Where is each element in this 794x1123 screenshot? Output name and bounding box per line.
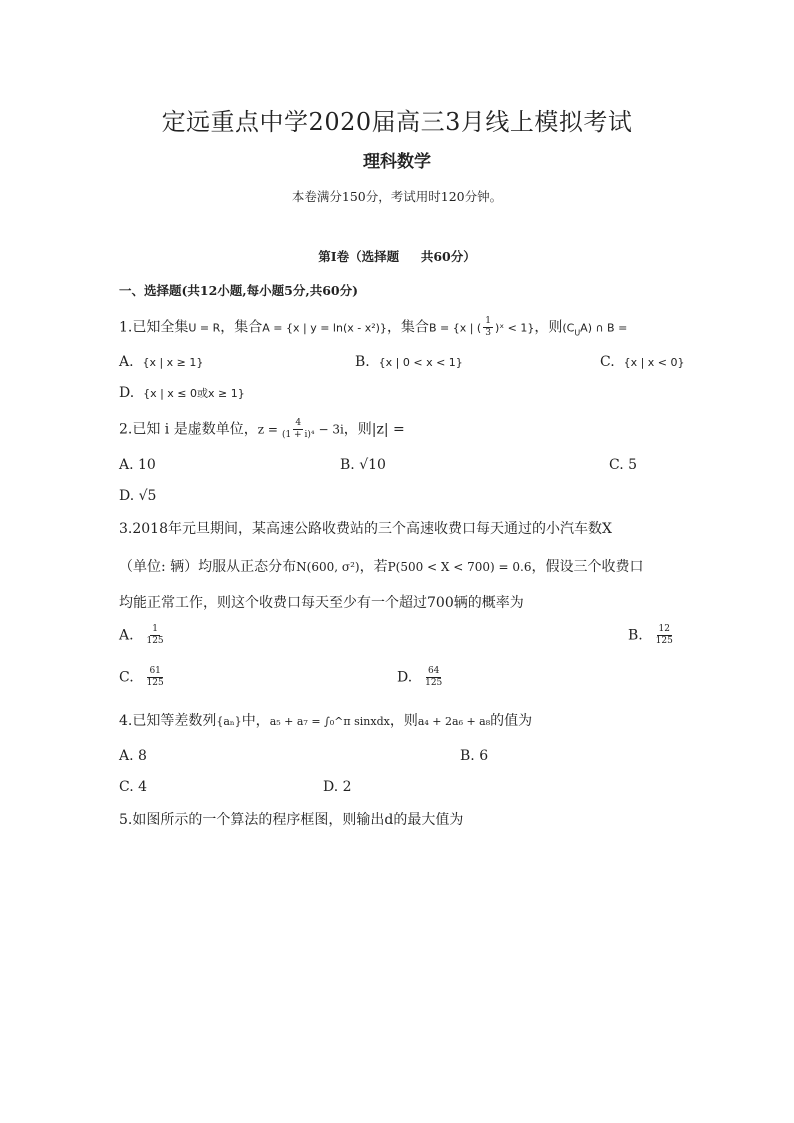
frac-den: 125 xyxy=(146,678,164,688)
option-label: A. xyxy=(119,457,134,473)
option-label: C. xyxy=(609,457,624,473)
option-text: {x | x ≤ 0或x ≥ 1} xyxy=(143,387,245,400)
frac-num: 64 xyxy=(427,666,440,676)
q1-option-b[interactable] xyxy=(355,354,463,370)
q2-tail: ，则|z| = xyxy=(343,421,405,438)
q1-frac-den: 3 xyxy=(485,328,491,338)
q4-option-d[interactable] xyxy=(323,779,352,795)
q3-line2-tail: ，假设三个收费口 xyxy=(531,559,644,575)
option-fraction xyxy=(423,666,444,689)
q3-normal-dist: N(600, σ²) xyxy=(296,560,360,574)
exam-note: 本卷满分150分，考试用时120分钟。 xyxy=(291,189,503,204)
frac-den: 125 xyxy=(425,678,443,688)
option-label: C. xyxy=(600,354,615,370)
option-label: A. xyxy=(119,748,134,764)
option-text: 10 xyxy=(138,457,156,473)
q4-tail: 的值为 xyxy=(490,713,533,729)
option-text: √5 xyxy=(138,488,157,504)
option-label: B. xyxy=(340,457,355,473)
q2-frac-den: (1 + i)⁴ xyxy=(281,430,315,440)
q3-option-c[interactable] xyxy=(119,666,168,689)
q4-target: a₄ + 2a₆ + a₈ xyxy=(417,715,491,728)
q1-option-c[interactable] xyxy=(600,354,685,370)
option-text: √10 xyxy=(359,457,386,473)
question-5-stem: 5.如图所示的一个算法的程序框图，则输出d的最大值为 xyxy=(119,812,464,828)
q2-prefix: 2.已知 i 是虚数单位， xyxy=(119,421,258,438)
question-3-line-3: 均能正常工作，则这个收费口每天至少有一个超过700辆的概率为 xyxy=(119,595,524,611)
question-3-line-1: 3.2018年元旦期间，某高速公路收费站的三个高速收费口每天通过的小汽车数X xyxy=(119,521,612,537)
frac-den: 125 xyxy=(146,636,164,646)
question-2-stem xyxy=(119,418,405,441)
option-label: D. xyxy=(323,779,339,795)
option-fraction xyxy=(144,624,165,647)
q1-option-a[interactable] xyxy=(119,354,203,370)
option-label: D. xyxy=(119,488,135,504)
q4-sequence: {aₙ} xyxy=(216,715,242,728)
option-text: {x | 0 < x < 1} xyxy=(378,356,463,369)
q4-option-a[interactable] xyxy=(119,748,147,764)
q1-set-b-right: )ˣ < 1} xyxy=(494,321,535,335)
option-text: 2 xyxy=(342,779,352,795)
q2-option-d[interactable] xyxy=(119,488,156,504)
frac-num: 12 xyxy=(658,624,670,634)
q4-option-b[interactable] xyxy=(460,748,488,764)
option-label: B. xyxy=(628,627,643,644)
section-heading: 一、选择题(共12小题,每小题5分,共60分) xyxy=(119,283,359,298)
q3-option-d[interactable] xyxy=(397,666,446,689)
frac-num: 61 xyxy=(149,666,161,676)
q2-option-a[interactable] xyxy=(119,457,156,473)
option-label: B. xyxy=(355,354,370,370)
option-text: 8 xyxy=(138,748,147,764)
q3-option-a[interactable] xyxy=(119,624,168,647)
option-label: C. xyxy=(119,779,134,795)
option-text: {x | x ≥ 1} xyxy=(142,356,204,369)
q4-mid: 中， xyxy=(241,713,270,729)
q1-set-a: A = {x | y = ln(x - x²)} xyxy=(262,321,387,335)
q1-frac-num: 1 xyxy=(485,316,491,326)
exam-subtitle: 理科数学 xyxy=(363,152,431,172)
q3-line2-mid: ，若 xyxy=(359,559,388,575)
q4-prefix: 4.已知等差数列 xyxy=(119,713,217,729)
q2-frac-num: 4 xyxy=(295,418,302,428)
q1-mid2: ，集合 xyxy=(386,319,429,336)
q1-set-b-fraction xyxy=(483,316,493,339)
q1-expr: (C xyxy=(562,321,575,335)
q1-option-d[interactable] xyxy=(119,385,245,401)
option-text: 5 xyxy=(628,457,638,473)
option-fraction xyxy=(145,666,166,689)
option-text: {x | x < 0} xyxy=(623,356,685,369)
option-text: 6 xyxy=(479,748,489,764)
q1-set-b-left: B = {x | ( xyxy=(428,321,482,335)
q3-option-b[interactable] xyxy=(628,624,677,647)
q1-prefix: 1.已知全集 xyxy=(119,319,189,336)
q2-z-left: z = xyxy=(257,422,278,437)
frac-num: 1 xyxy=(152,624,158,634)
q2-option-b[interactable] xyxy=(340,457,386,473)
option-label: B. xyxy=(460,748,475,764)
question-4-stem xyxy=(119,710,532,730)
q2-z-right: − 3i xyxy=(318,422,344,437)
question-1-stem xyxy=(119,316,627,339)
exam-title: 定远重点中学2020届高三3月线上模拟考试 xyxy=(161,108,633,136)
q4-condition: a₅ + a₇ = ∫₀^π sinxdx xyxy=(269,715,390,728)
option-label: C. xyxy=(119,669,134,686)
question-3-line-2 xyxy=(119,556,644,576)
option-label: A. xyxy=(119,354,134,370)
q3-line2-prefix: （单位: 辆）均服从正态分布 xyxy=(119,559,297,575)
frac-den: 125 xyxy=(655,636,673,646)
q2-option-c[interactable] xyxy=(609,457,637,473)
option-fraction xyxy=(654,624,675,647)
volume-heading: 第I卷（选择题 共60分） xyxy=(318,249,476,264)
q4-option-c[interactable] xyxy=(119,779,147,795)
q1-expr-sub: U xyxy=(574,328,581,338)
option-label: D. xyxy=(119,385,135,401)
q1-mid3: ，则 xyxy=(534,319,563,336)
q3-probability: P(500 < X < 700) = 0.6 xyxy=(387,560,532,574)
q1-mid1: ，集合 xyxy=(220,319,263,336)
q2-fraction xyxy=(280,418,317,441)
option-label: A. xyxy=(119,627,134,644)
option-label: D. xyxy=(397,669,413,686)
q1-universe: U = R xyxy=(188,321,221,335)
q1-expr-tail: A) ∩ B = xyxy=(580,321,628,335)
q4-mid2: ，则 xyxy=(389,713,418,729)
option-text: 4 xyxy=(138,779,148,795)
